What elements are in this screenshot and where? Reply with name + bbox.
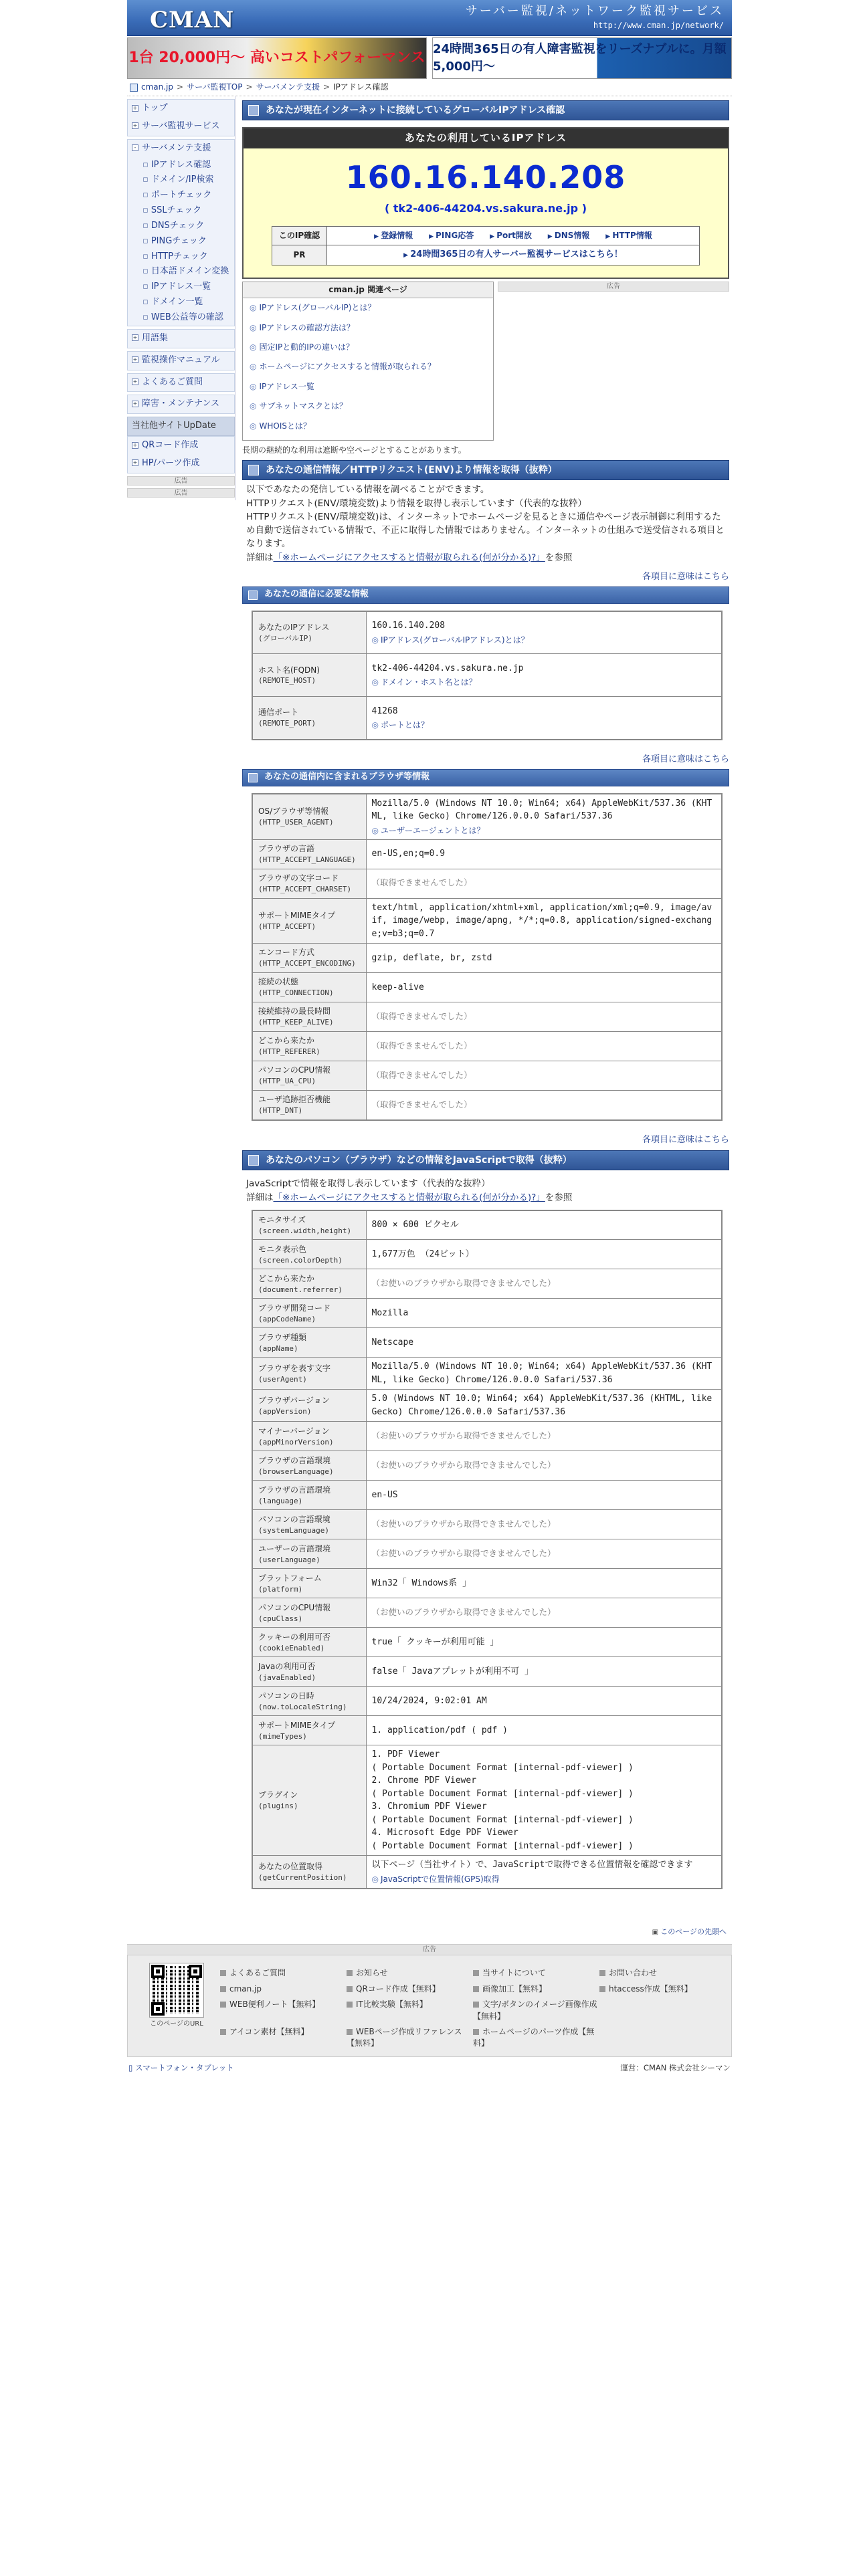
footer-link[interactable]: QRコード作成【無料】 bbox=[347, 1983, 473, 1995]
value-text: keep-alive bbox=[371, 982, 424, 992]
operator-text: 運営：CMAN 株式会社シーマン bbox=[620, 2062, 731, 2072]
footer-ad: 広告 bbox=[127, 1944, 732, 1955]
sidebar-ad-1: 広告 bbox=[127, 476, 235, 486]
table-row bbox=[252, 1569, 722, 1598]
env-description: 以下であなたの発信している情報を調べることができます。 HTTPリクエスト(ENV/環境変数)より情報を取得し表示しています（代表的な抜粋） HTTPリクエスト(ENV/環境変数)は、インターネットでホームページを見るときに通信やページ表示制御に利用するため自動で送信されている情報で、不正に取得した情報ではありません。インターネットの仕組みで送受信される項目となります。 詳細は「※ホームページにアクセスすると情報が取られる(何が分かる)?」を参照 bbox=[246, 484, 725, 563]
sidebar-sub-ssl[interactable]: ▫ SSLチェック bbox=[128, 203, 234, 219]
qr-code-block bbox=[133, 1963, 220, 2049]
sub-comm-title: あなたの通信に必要な情報 bbox=[242, 586, 729, 604]
ip-box bbox=[242, 127, 729, 279]
row-key: モニタサイズ (screen.width,height) bbox=[252, 1210, 366, 1240]
not-available-text: （お使いのブラウザから取得できませんでした） bbox=[371, 1460, 556, 1471]
plus-icon: + bbox=[132, 379, 138, 385]
related-link-global-ip[interactable]: ◎ IPアドレス(グローバルIP)とは？ bbox=[243, 298, 493, 318]
page bbox=[127, 0, 732, 2576]
detail-link-js[interactable]: 「※ホームページにアクセスすると情報が取られる(何が分かる)?」 bbox=[273, 1192, 545, 1203]
value-text: en-US,en;q=0.9 bbox=[371, 849, 446, 859]
row-value bbox=[366, 1061, 722, 1091]
footer-link[interactable]: cman.jp bbox=[220, 1983, 347, 1995]
action-dns[interactable]: ▶ DNS情報 bbox=[548, 231, 590, 240]
related-link-ip-check[interactable]: ◎ IPアドレスの確認方法は？ bbox=[243, 318, 493, 338]
section-ip-title: あなたが現在インターネットに接続しているグローバルIPアドレス確認 bbox=[242, 100, 729, 120]
pr-label: PR bbox=[272, 245, 327, 265]
sidebar-item-failure[interactable]: + 障害・メンテナンス bbox=[132, 399, 219, 409]
sub-icon bbox=[248, 591, 258, 600]
js-info-table bbox=[252, 1210, 723, 1889]
sidebar-update-header: 当社他サイトUpDate bbox=[127, 417, 235, 436]
sidebar-faq-box bbox=[127, 373, 235, 393]
main-content bbox=[242, 96, 729, 1944]
detail-link-env[interactable]: 「※ホームページにアクセスすると情報が取られる(何が分かる)?」 bbox=[273, 552, 545, 563]
row-help-link[interactable]: ◎ ポートとは？ bbox=[372, 719, 717, 731]
banner-monitoring[interactable]: 24時間365日の有人障害監視をリーズナブルに。月額5,000円〜 bbox=[432, 37, 732, 79]
minus-icon: - bbox=[132, 144, 138, 151]
not-available-text: （お使いのブラウザから取得できませんでした） bbox=[371, 1607, 556, 1618]
action-http[interactable]: ▶ HTTP情報 bbox=[605, 231, 652, 240]
section-js-title: あなたのパソコン（ブラウザ）などの情報をJavaScriptで取得（抜粋） bbox=[242, 1150, 729, 1170]
phone-icon: ▯ bbox=[128, 2062, 133, 2072]
sidebar-item-glossary[interactable]: + 用語集 bbox=[132, 332, 169, 343]
table-row bbox=[252, 1061, 722, 1091]
table-row bbox=[252, 611, 722, 654]
breadcrumb-monitor-top[interactable]: サーバ監視TOP bbox=[187, 82, 243, 92]
browser-info-table bbox=[252, 793, 723, 1121]
table-row bbox=[252, 1299, 722, 1328]
ip-address: 160.16.140.208 bbox=[345, 158, 626, 195]
footer-link[interactable]: IT比較実験【無料】 bbox=[347, 1999, 473, 2022]
row-value bbox=[366, 973, 722, 1002]
row-key: 接続維持の最長時間 (HTTP_KEEP_ALIVE) bbox=[252, 1002, 366, 1032]
related-pages bbox=[242, 282, 494, 441]
table-row bbox=[252, 1358, 722, 1390]
row-key: ブラウザの言語環境 (browserLanguage) bbox=[252, 1451, 366, 1481]
row-value bbox=[366, 697, 722, 740]
footer-link[interactable]: WEBページ作成リファレンス【無料】 bbox=[347, 2026, 473, 2050]
section-env-title: あなたの通信情報／HTTPリクエスト(ENV)より情報を取得（抜粋） bbox=[242, 460, 729, 480]
table-row bbox=[252, 1240, 722, 1269]
comm-info-table bbox=[252, 611, 723, 740]
row-value bbox=[366, 1687, 722, 1716]
not-available-text: （取得できませんでした） bbox=[371, 1069, 472, 1080]
related-area bbox=[242, 282, 729, 441]
row-value bbox=[366, 654, 722, 697]
table-row bbox=[252, 794, 722, 840]
row-key: サポートMIMEタイプ (mimeTypes) bbox=[252, 1716, 366, 1745]
table-row bbox=[252, 1539, 722, 1569]
not-available-text: （取得できませんでした） bbox=[371, 877, 472, 888]
row-key: エンコード方式 (HTTP_ACCEPT_ENCODING) bbox=[252, 944, 366, 973]
table-row bbox=[252, 1598, 722, 1628]
sidebar-sub-web[interactable]: ▫ WEB公益等の確認 bbox=[128, 310, 234, 326]
row-key: パソコンのCPU情報 (HTTP_UA_CPU) bbox=[252, 1061, 366, 1091]
row-value bbox=[366, 1240, 722, 1269]
row-value bbox=[366, 869, 722, 898]
not-available-text: （お使いのブラウザから取得できませんでした） bbox=[371, 1278, 556, 1289]
row-key: あなたの位置取得 (getCurrentPosition) bbox=[252, 1856, 366, 1889]
value-text: 160.16.140.208 bbox=[371, 621, 446, 631]
row-value bbox=[366, 1745, 722, 1856]
not-available-text: （取得できませんでした） bbox=[371, 1010, 472, 1021]
site-url: http://www.cman.jp/network/ bbox=[593, 21, 724, 30]
sidebar-item-top[interactable]: + トップ bbox=[132, 103, 168, 113]
related-link-whois[interactable]: ◎ WHOISとは？ bbox=[243, 417, 493, 436]
page-top-link[interactable]: ▣ このページの先頭へ bbox=[245, 1927, 727, 1938]
sidebar-sub-ping[interactable]: ▫ PINGチェック bbox=[128, 234, 234, 249]
ip-confirm-label: このIP確認 bbox=[272, 226, 327, 245]
row-key: ブラウザ開発コード (appCodeName) bbox=[252, 1299, 366, 1328]
sidebar-sub-port[interactable]: ▫ ポートチェック bbox=[128, 188, 234, 203]
footer-link[interactable]: アイコン素材【無料】 bbox=[220, 2026, 347, 2050]
row-value bbox=[366, 1716, 722, 1745]
row-value bbox=[366, 611, 722, 654]
footer-link[interactable]: お問い合わせ bbox=[599, 1967, 726, 1979]
value-text: text/html, application/xhtml+xml, application/xml;q=0.9, image/avif, image/webp, image/apng, */*;q=0.8, application/signed-exchange;v=b3;q=0.7 bbox=[371, 902, 712, 939]
row-value bbox=[366, 1451, 722, 1481]
sidebar-item-monitor[interactable]: + サーバ監視サービス bbox=[132, 120, 220, 131]
table-row bbox=[252, 1481, 722, 1510]
value-text: 10/24/2024, 9:02:01 AM bbox=[371, 1696, 487, 1707]
table-row bbox=[252, 1091, 722, 1120]
sidebar-sub-domain[interactable]: ▫ ドメイン/IP検索 bbox=[128, 173, 234, 188]
row-value bbox=[366, 1628, 722, 1657]
row-key: ブラウザバージョン (appVersion) bbox=[252, 1390, 366, 1422]
value-text: 1. PDF Viewer ( Portable Document Format [internal-pdf-viewer] ) 2. Chrome PDF Viewer ( Portable Document Format [internal-pdf-viewer] ) 3. Chromium PDF Viewer ( Portable Document Format [internal-pdf-viewer] ) 4. Microsoft Edge PDF Viewer ( Portable Document Format [internal-pdf-viewer] ) bbox=[371, 1749, 634, 1851]
sidebar-manual-box bbox=[127, 351, 235, 370]
site-header bbox=[127, 0, 732, 36]
value-text: 5.0 (Windows NT 10.0; Win64; x64) AppleWebKit/537.36 (KHTML, like Gecko) Chrome/126.0.0.0 Safari/537.36 bbox=[371, 1394, 712, 1417]
row-value bbox=[366, 1269, 722, 1299]
not-available-text: （取得できませんでした） bbox=[371, 1040, 472, 1051]
footer-link[interactable]: ホームページのパーツ作成【無料】 bbox=[473, 2026, 599, 2050]
ip-action-cell bbox=[327, 226, 700, 245]
breadcrumb-maint[interactable]: サーバメンテ支援 bbox=[256, 82, 320, 92]
footer bbox=[127, 1955, 732, 2056]
pr-link[interactable]: ▶ 24時間365日の有人サーバー監視サービスはこちら！ bbox=[403, 249, 623, 259]
plus-icon: + bbox=[132, 356, 138, 363]
row-key: 通信ポート (REMOTE_PORT) bbox=[252, 697, 366, 740]
site-logo[interactable]: CMAN bbox=[150, 7, 235, 33]
row-value bbox=[366, 1539, 722, 1569]
value-text: 800 × 600 ピクセル bbox=[371, 1220, 459, 1230]
row-key: サポートMIMEタイプ (HTTP_ACCEPT) bbox=[252, 898, 366, 944]
sidebar-maint-box bbox=[127, 139, 235, 326]
plus-icon: + bbox=[132, 104, 138, 111]
not-available-text: （取得できませんでした） bbox=[371, 1099, 472, 1109]
meaning-link-1[interactable]: 各項目に意味はこちら bbox=[642, 571, 729, 582]
sidebar-glossary-box bbox=[127, 329, 235, 348]
row-key: ブラウザの言語 (HTTP_ACCEPT_LANGUAGE) bbox=[252, 839, 366, 869]
row-value bbox=[366, 898, 722, 944]
row-value bbox=[366, 1210, 722, 1240]
qr-code-icon bbox=[150, 1963, 203, 2017]
value-text: true「 クッキーが利用可能 」 bbox=[371, 1637, 499, 1648]
row-value bbox=[366, 1422, 722, 1451]
row-key: クッキーの利用可否 (cookieEnabled) bbox=[252, 1628, 366, 1657]
home-icon bbox=[130, 84, 138, 92]
sidebar-sub-ip[interactable]: ▫ IPアドレス確認 bbox=[128, 158, 234, 173]
footer-links bbox=[220, 1963, 726, 2049]
table-row bbox=[252, 1856, 722, 1889]
value-text: false「 Javaアプレットが利用不可 」 bbox=[371, 1667, 533, 1677]
table-row bbox=[252, 1210, 722, 1240]
footer-link[interactable]: WEB便利ノート【無料】 bbox=[220, 1999, 347, 2022]
row-key: Javaの利用可否 (javaEnabled) bbox=[252, 1657, 366, 1687]
row-help-link[interactable]: ◎ ドメイン・ホスト名とは？ bbox=[372, 676, 717, 688]
table-row bbox=[252, 944, 722, 973]
row-value bbox=[366, 1569, 722, 1598]
value-text: Mozilla/5.0 (Windows NT 10.0; Win64; x64) AppleWebKit/537.36 (KHTML, like Gecko) Chrome/126.0.0.0 Safari/537.36 bbox=[371, 1362, 712, 1385]
sub-icon bbox=[248, 773, 258, 782]
footer-link[interactable]: お知らせ bbox=[347, 1967, 473, 1979]
row-key: ホスト名(FQDN) (REMOTE_HOST) bbox=[252, 654, 366, 697]
value-text: 41268 bbox=[371, 706, 398, 716]
pr-cell bbox=[327, 245, 700, 265]
meaning-link-3[interactable]: 各項目に意味はこちら bbox=[642, 1134, 729, 1145]
sidebar-sub-iplist[interactable]: ▫ IPアドレス一覧 bbox=[128, 280, 234, 295]
sub-browser-title: あなたの通信内に含まれるブラウザ等情報 bbox=[242, 769, 729, 786]
value-text: gzip, deflate, br, zstd bbox=[371, 952, 492, 963]
row-key: どこから来たか (HTTP_REFERER) bbox=[252, 1032, 366, 1061]
row-value bbox=[366, 1002, 722, 1032]
table-row bbox=[252, 1002, 722, 1032]
row-key: どこから来たか (document.referrer) bbox=[252, 1269, 366, 1299]
table-row bbox=[252, 898, 722, 944]
footer-link[interactable]: よくあるご質問 bbox=[220, 1967, 347, 1979]
row-key: 接続の状態 (HTTP_CONNECTION) bbox=[252, 973, 366, 1002]
plus-icon: + bbox=[132, 459, 138, 466]
related-header: cman.jp 関連ページ bbox=[243, 282, 493, 298]
table-row bbox=[252, 973, 722, 1002]
row-value bbox=[366, 1856, 722, 1889]
row-help-link[interactable]: ◎ ユーザーエージェントとは？ bbox=[372, 825, 717, 837]
table-row bbox=[252, 1687, 722, 1716]
table-row bbox=[252, 1510, 722, 1539]
sidebar-sub-dns[interactable]: ▫ DNSチェック bbox=[128, 219, 234, 234]
sidebar-failure-box bbox=[127, 395, 235, 414]
row-value bbox=[366, 1328, 722, 1358]
row-help-link[interactable]: ◎ JavaScriptで位置情報(GPS)取得 bbox=[372, 1873, 717, 1885]
sidebar bbox=[127, 96, 235, 500]
plus-icon: + bbox=[132, 400, 138, 407]
table-row bbox=[252, 1269, 722, 1299]
row-key: あなたのIPアドレス (グローバルIP) bbox=[252, 611, 366, 654]
row-key: パソコンのCPU情報 (cpuClass) bbox=[252, 1598, 366, 1628]
row-key: OS/ブラウザ等情報 (HTTP_USER_AGENT) bbox=[252, 794, 366, 840]
ip-action-table bbox=[272, 226, 700, 265]
sidebar-update-box bbox=[127, 436, 235, 473]
qr-caption: このページのURL bbox=[150, 2020, 203, 2028]
breadcrumb: cman.jp > サーバ監視TOP > サーバメンテ支援 > IPアドレス確認 bbox=[127, 79, 732, 96]
ip-hostname: ( tk2-406-44204.vs.sakura.ne.jp ) bbox=[384, 202, 587, 215]
row-value bbox=[366, 794, 722, 840]
row-help-link[interactable]: ◎ IPアドレス(グローバルIPアドレス)とは？ bbox=[372, 634, 717, 646]
value-text: tk2-406-44204.vs.sakura.ne.jp bbox=[371, 663, 524, 673]
not-available-text: （お使いのブラウザから取得できませんでした） bbox=[371, 1430, 556, 1441]
not-available-text: （お使いのブラウザから取得できませんでした） bbox=[371, 1548, 556, 1559]
row-value bbox=[366, 1299, 722, 1328]
row-key: プラグイン (plugins) bbox=[252, 1745, 366, 1856]
js-description: JavaScriptで情報を取得し表示しています（代表的な抜粋） 詳細は「※ホームページにアクセスすると情報が取られる(何が分かる)?」を参照 bbox=[246, 1178, 573, 1203]
row-key: ブラウザ種類 (appName) bbox=[252, 1328, 366, 1358]
usage-note: 長期の継続的な利用は遮断や空ページとすることがあります。 bbox=[242, 445, 466, 455]
related-link-ip-list[interactable]: ◎ IPアドレス一覧 bbox=[243, 377, 493, 397]
footer-bottom bbox=[127, 2057, 732, 2079]
footer-link[interactable]: htaccess作成【無料】 bbox=[599, 1983, 726, 1995]
row-value bbox=[366, 1032, 722, 1061]
related-link-static-dynamic[interactable]: ◎ 固定IPと動的IPの違いは？ bbox=[243, 338, 493, 357]
plus-icon: + bbox=[132, 122, 138, 129]
table-row bbox=[252, 839, 722, 869]
sidebar-item-qr[interactable]: + QRコード作成 bbox=[132, 440, 199, 451]
footer-link[interactable]: 当サイトについて bbox=[473, 1967, 599, 1979]
sidebar-top-box bbox=[127, 99, 235, 136]
banner-cost-performance[interactable]: 1台 20,000円〜 高いコストパフォーマンス bbox=[127, 37, 427, 79]
row-key: ブラウザを表す文字 (userAgent) bbox=[252, 1358, 366, 1390]
value-text: Netscape bbox=[371, 1337, 414, 1348]
plus-icon: + bbox=[132, 334, 138, 341]
site-title: サーバー監視/ネットワーク監視サービス bbox=[465, 4, 724, 18]
table-row bbox=[252, 1745, 722, 1856]
related-link-info-taken[interactable]: ◎ ホームページにアクセスすると情報が取られる？ bbox=[243, 357, 493, 377]
breadcrumb-current: IPアドレス確認 bbox=[333, 82, 389, 92]
row-key: ブラウザの言語環境 (language) bbox=[252, 1481, 366, 1510]
sidebar-sub-http[interactable]: ▫ HTTPチェック bbox=[128, 249, 234, 265]
row-value bbox=[366, 1510, 722, 1539]
ip-box-header: あなたの利用しているIPアドレス bbox=[244, 128, 728, 148]
table-row bbox=[252, 1422, 722, 1451]
value-text: Win32「 Windows系 」 bbox=[371, 1578, 472, 1589]
row-value bbox=[366, 1390, 722, 1422]
table-row bbox=[252, 654, 722, 697]
section-icon bbox=[248, 465, 259, 475]
plus-icon: + bbox=[132, 441, 138, 448]
sidebar-item-manual[interactable]: + 監視操作マニュアル bbox=[132, 354, 220, 365]
value-text: en-US bbox=[371, 1490, 398, 1501]
row-key: プラットフォーム (platform) bbox=[252, 1569, 366, 1598]
table-row bbox=[252, 697, 722, 740]
not-available-text: （お使いのブラウザから取得できませんでした） bbox=[371, 1519, 556, 1529]
value-text: Mozilla bbox=[371, 1308, 409, 1319]
row-key: ユーザーの言語環境 (userLanguage) bbox=[252, 1539, 366, 1569]
row-value bbox=[366, 1358, 722, 1390]
row-key: ユーザ追跡拒否機能 (HTTP_DNT) bbox=[252, 1091, 366, 1120]
table-row bbox=[252, 1657, 722, 1687]
value-text: 1. application/pdf ( pdf ) bbox=[371, 1725, 508, 1736]
sidebar-sub-domainlist[interactable]: ▫ ドメイン一覧 bbox=[128, 295, 234, 310]
table-row bbox=[252, 1328, 722, 1358]
row-value bbox=[366, 944, 722, 973]
row-key: マイナーバージョン (appMinorVersion) bbox=[252, 1422, 366, 1451]
sidebar-item-hp[interactable]: + HP/パーツ作成 bbox=[132, 457, 200, 468]
row-value bbox=[366, 1657, 722, 1687]
row-key: パソコンの言語環境 (systemLanguage) bbox=[252, 1510, 366, 1539]
sidebar-item-maint[interactable]: - サーバメンテ支援 bbox=[128, 140, 234, 158]
sidebar-item-faq[interactable]: + よくあるご質問 bbox=[132, 377, 203, 387]
row-value bbox=[366, 1598, 722, 1628]
sidebar-ad-2: 広告 bbox=[127, 488, 235, 498]
section-icon bbox=[248, 105, 259, 116]
row-value bbox=[366, 1481, 722, 1510]
banner-area bbox=[127, 37, 732, 79]
ad-label: 広告 bbox=[498, 282, 729, 292]
related-link-subnet[interactable]: ◎ サブネットマスクとは？ bbox=[243, 397, 493, 416]
meaning-link-2[interactable]: 各項目に意味はこちら bbox=[642, 754, 729, 764]
value-text: 1,677万色 （24ビット） bbox=[371, 1249, 474, 1260]
action-registration[interactable]: ▶ 登録情報 bbox=[374, 231, 413, 240]
action-port[interactable]: ▶ Port開放 bbox=[490, 231, 532, 240]
value-text: 以下ページ（当社サイト）で、JavaScriptで取得できる位置情報を確認できます bbox=[371, 1860, 693, 1870]
row-key: ブラウザの文字コード (HTTP_ACCEPT_CHARSET) bbox=[252, 869, 366, 898]
row-key: モニタ表示色 (screen.colorDepth) bbox=[252, 1240, 366, 1269]
table-row bbox=[252, 1716, 722, 1745]
row-value bbox=[366, 1091, 722, 1120]
table-row bbox=[252, 1628, 722, 1657]
breadcrumb-cman[interactable]: cman.jp bbox=[141, 82, 174, 92]
action-ping[interactable]: ▶ PING応答 bbox=[429, 231, 474, 240]
table-row bbox=[252, 1032, 722, 1061]
value-text: Mozilla/5.0 (Windows NT 10.0; Win64; x64) AppleWebKit/537.36 (KHTML, like Gecko) Chrome/126.0.0.0 Safari/537.36 bbox=[371, 798, 712, 822]
table-row bbox=[252, 869, 722, 898]
footer-link[interactable]: 画像加工【無料】 bbox=[473, 1983, 599, 1995]
smartphone-link[interactable]: ▯ スマートフォン・タブレット bbox=[128, 2062, 234, 2072]
table-row bbox=[252, 1451, 722, 1481]
row-key: パソコンの日時 (now.toLocaleString) bbox=[252, 1687, 366, 1716]
footer-link[interactable]: 文字/ボタンのイメージ画像作成【無料】 bbox=[473, 1999, 599, 2022]
row-value bbox=[366, 839, 722, 869]
sidebar-sub-jpdomain[interactable]: ▫ 日本語ドメイン変換 bbox=[128, 264, 234, 280]
table-row bbox=[252, 1390, 722, 1422]
section-icon bbox=[248, 1155, 259, 1166]
